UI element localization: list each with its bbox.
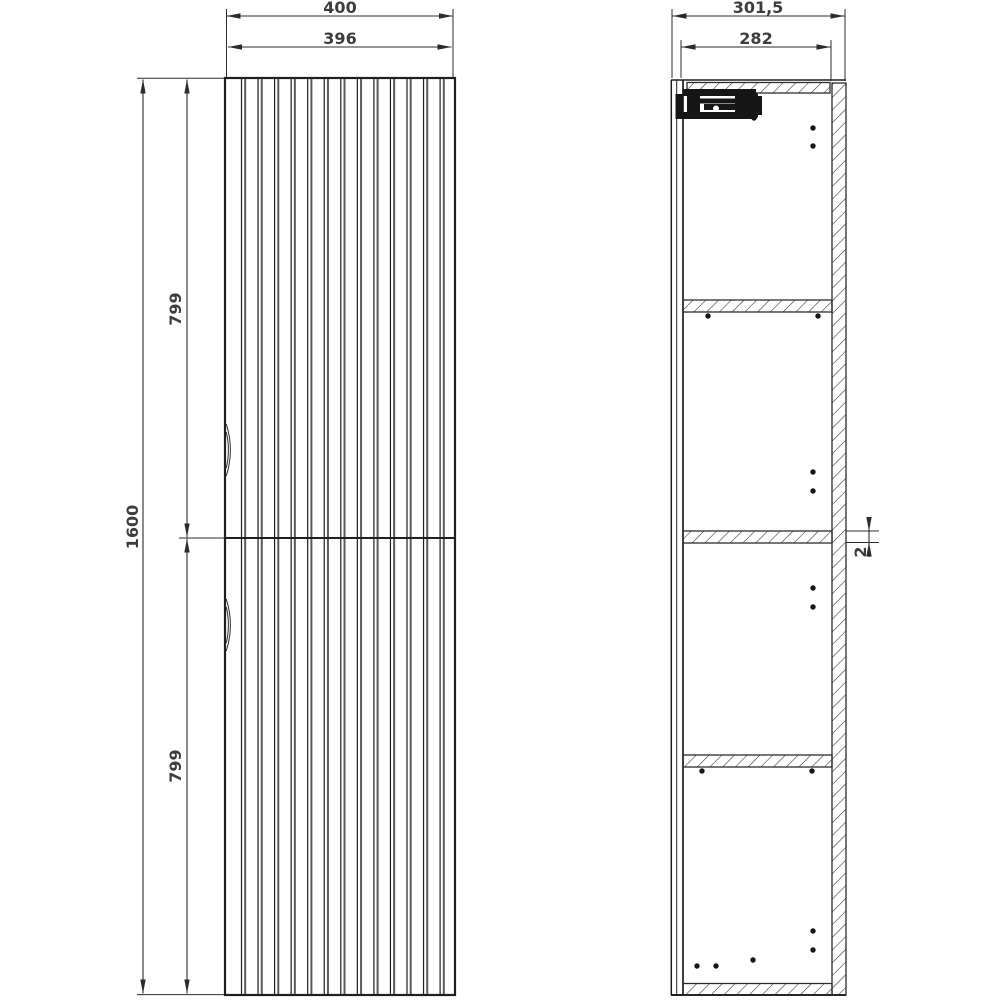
dim-label-lower-section: 799 (166, 749, 185, 783)
hole-dot (810, 488, 815, 493)
hole-dot (810, 125, 815, 130)
dim-label-front-width: 396 (323, 29, 357, 48)
hole-dot (705, 313, 710, 318)
cabinet-front-outline (225, 78, 455, 995)
hole-dot (809, 768, 814, 773)
bottom-panel (683, 984, 832, 996)
front-view (123, 0, 455, 995)
dim-label-body-depth: 282 (739, 29, 773, 48)
hole-dot (750, 957, 755, 962)
hole-dot (694, 963, 699, 968)
hole-dot (815, 313, 820, 318)
side-view (671, 0, 879, 995)
shelf-3 (683, 755, 832, 767)
hole-dot (810, 585, 815, 590)
hole-dot (713, 963, 718, 968)
hole-dot (810, 143, 815, 148)
hole-dot (810, 604, 815, 609)
flute-pattern (242, 79, 444, 994)
dim-label-upper-section: 799 (166, 292, 185, 326)
back-panel (832, 83, 846, 995)
hole-dot (699, 768, 704, 773)
hole-dot (751, 115, 756, 120)
upper-door-handle (226, 424, 230, 476)
dim-label-door-gap: 2 (851, 546, 870, 558)
hole-dot (810, 928, 815, 933)
dim-label-total-height: 1600 (123, 504, 142, 550)
dim-label-depth-outer: 301,5 (732, 0, 784, 17)
hole-dot (810, 947, 815, 952)
hole-dot (810, 469, 815, 474)
shelf-1 (683, 300, 832, 312)
lower-door-handle (226, 599, 230, 651)
hinge-hardware (676, 89, 763, 119)
dim-label-width-outer: 400 (323, 0, 357, 17)
gap-dimension (846, 517, 879, 558)
shelf-2 (683, 531, 832, 543)
